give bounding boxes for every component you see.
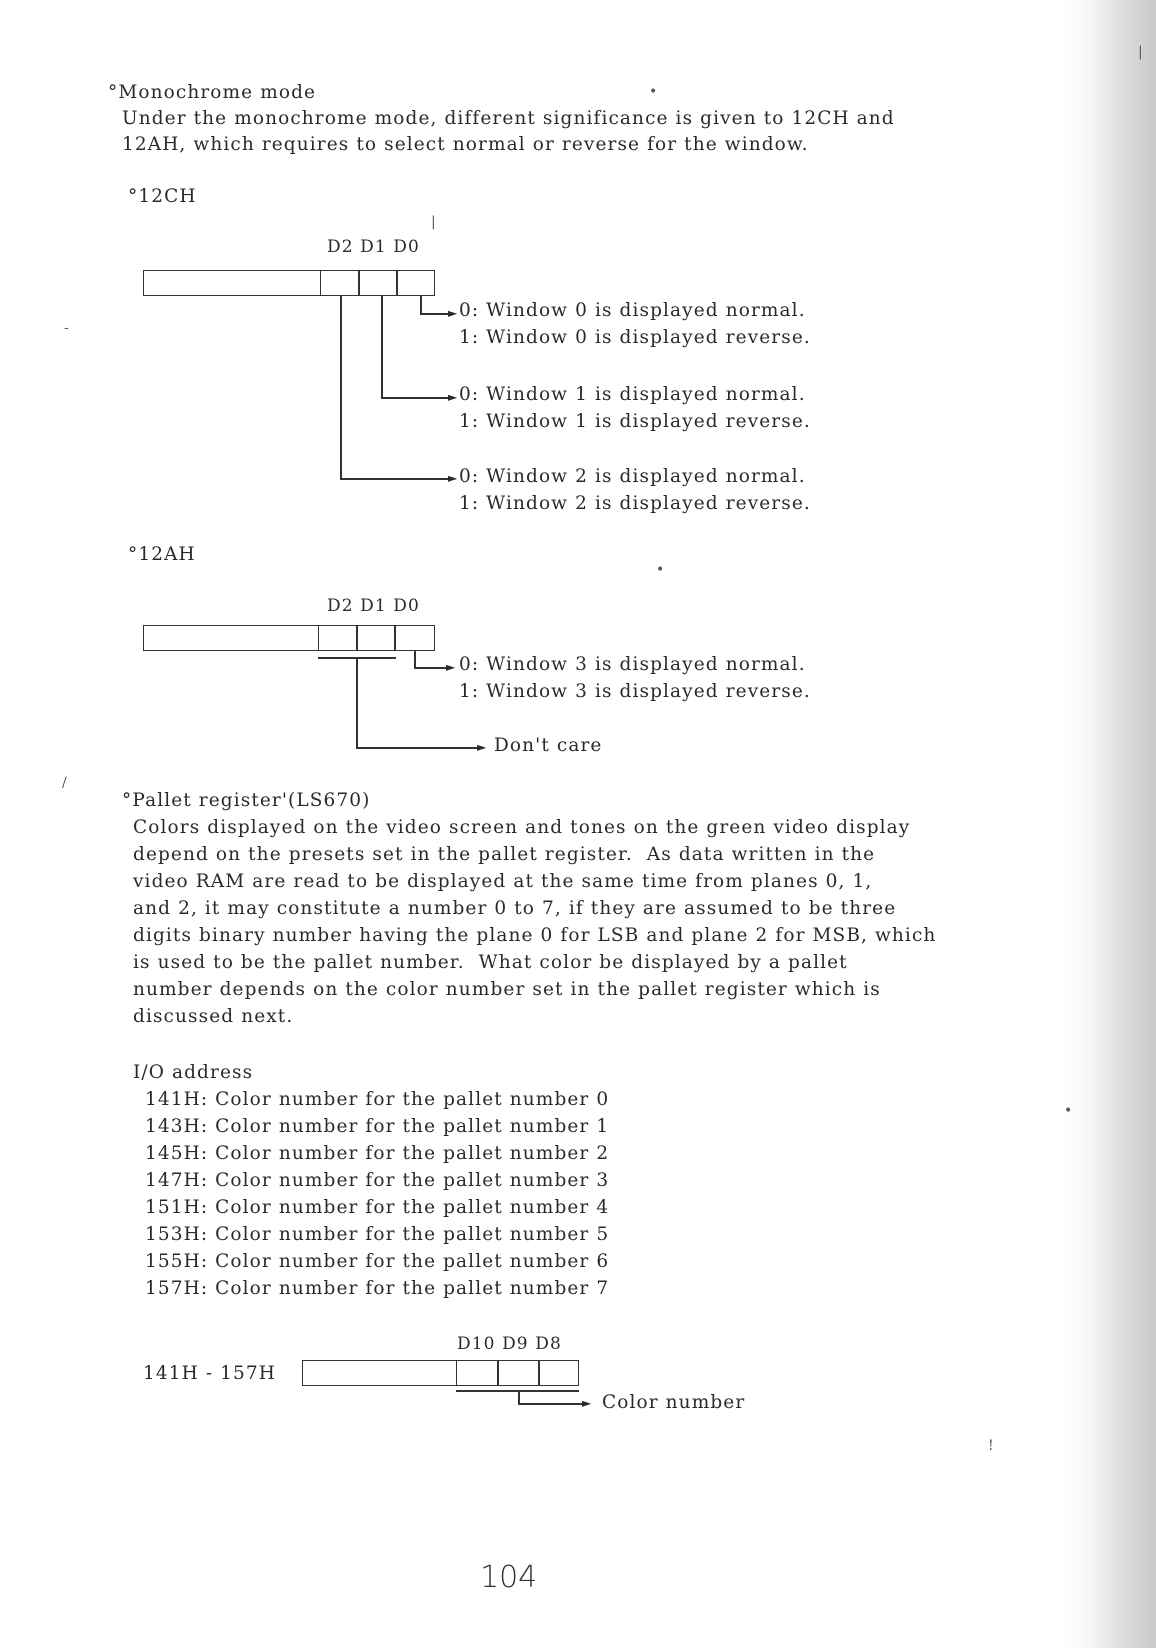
reg12c-d1-value-0: 0: Window 1 is displayed normal.	[459, 384, 806, 405]
reg12a-bit-labels: D2 D1 D0	[327, 596, 420, 616]
io-row: 155H: Color number for the pallet number 6	[145, 1251, 610, 1272]
scan-speck: •	[1064, 1103, 1073, 1119]
reg12a-bit-d0	[394, 625, 435, 651]
reg12a-dontcare-connector	[356, 747, 480, 749]
pallet-line: and 2, it may constitute a number 0 to 7, if they are assumed to be three	[133, 898, 897, 919]
reg12c-d2-value-1: 1: Window 2 is displayed reverse.	[459, 493, 811, 514]
reg12a-d0-value-0: 0: Window 3 is displayed normal.	[459, 654, 806, 675]
reg12c-d2-line	[340, 296, 342, 479]
reg12c-d2-arrow: ►	[448, 471, 458, 485]
reg12a-d0-value-1: 1: Window 3 is displayed reverse.	[459, 681, 811, 702]
reg12a-bit-d2	[318, 625, 358, 651]
reg141-bit-d9	[497, 1360, 540, 1386]
scan-speck: /	[62, 775, 67, 791]
reg141-bit-labels: D10 D9 D8	[457, 1334, 562, 1354]
monochrome-line-2: 12AH, which requires to select normal or reverse for the window.	[122, 134, 809, 155]
reg141-bit-d10	[456, 1360, 499, 1386]
monochrome-heading: °Monochrome mode	[108, 82, 317, 103]
scan-speck: -	[64, 320, 69, 336]
pallet-line: depend on the presets set in the pallet register. As data written in the	[133, 844, 876, 865]
scan-speck: •	[649, 84, 658, 100]
reg12c-d1-value-1: 1: Window 1 is displayed reverse.	[459, 411, 811, 432]
scan-speck: !	[988, 1438, 994, 1454]
reg12c-d0-connector	[420, 313, 450, 315]
reg12a-d0-line	[414, 651, 416, 668]
io-heading: I/O address	[133, 1062, 254, 1083]
reg12c-d2-connector	[340, 478, 450, 480]
io-row: 153H: Color number for the pallet number 5	[145, 1224, 610, 1245]
pallet-line: digits binary number having the plane 0 for LSB and plane 2 for MSB, which	[133, 925, 937, 946]
io-row: 141H: Color number for the pallet number 0	[145, 1089, 610, 1110]
reg12a-bit-d1	[356, 625, 396, 651]
reg12a-label: °12AH	[128, 544, 196, 565]
reg12c-d0-value-0: 0: Window 0 is displayed normal.	[459, 300, 806, 321]
reg12c-bit-d1	[358, 270, 398, 296]
pallet-line: video RAM are read to be displayed at the same time from planes 0, 1,	[133, 871, 873, 892]
reg12c-bit-d0	[396, 270, 435, 296]
reg12c-d0-line	[420, 296, 422, 314]
reg141-line	[518, 1390, 520, 1404]
page-number: 104	[480, 1560, 538, 1595]
monochrome-line-1: Under the monochrome mode, different significance is given to 12CH and	[122, 108, 895, 129]
reg12c-d0-arrow: ►	[448, 306, 458, 320]
reg12a-dontcare-arrow: ►	[477, 740, 487, 754]
reg12a-dontcare-label: Don't care	[494, 735, 603, 756]
reg141-color-label: Color number	[602, 1392, 746, 1413]
scan-speck: •	[656, 562, 665, 578]
reg12a-d0-connector	[414, 667, 450, 669]
reg12c-d1-line	[381, 296, 383, 398]
reg141-bit-d8	[538, 1360, 579, 1386]
reg141-range-label: 141H - 157H	[143, 1363, 277, 1384]
reg141-arrow: ►	[582, 1396, 592, 1410]
scan-speck: |	[431, 214, 436, 230]
reg12a-d0-arrow: ►	[446, 660, 456, 674]
pallet-line: number depends on the color number set in the pallet register which is	[133, 979, 881, 1000]
reg12c-label: °12CH	[128, 186, 197, 207]
pallet-line: Colors displayed on the video screen and tones on the green video display	[133, 817, 911, 838]
reg12a-dontcare-line	[356, 657, 358, 748]
scan-speck: |	[1138, 44, 1143, 60]
reg12c-d1-arrow: ►	[448, 390, 458, 404]
pallet-heading: °Pallet register'(LS670)	[122, 790, 371, 811]
reg12c-d2-value-0: 0: Window 2 is displayed normal.	[459, 466, 806, 487]
reg141-connector	[518, 1403, 584, 1405]
reg12c-d1-connector	[381, 397, 450, 399]
pallet-line: discussed next.	[133, 1006, 294, 1027]
io-row: 143H: Color number for the pallet number 1	[145, 1116, 610, 1137]
reg12c-bit-labels: D2 D1 D0	[327, 237, 420, 257]
page-edge-shadow	[1066, 0, 1156, 1648]
io-row: 145H: Color number for the pallet number 2	[145, 1143, 610, 1164]
reg12c-d0-value-1: 1: Window 0 is displayed reverse.	[459, 327, 811, 348]
io-row: 151H: Color number for the pallet number 4	[145, 1197, 610, 1218]
io-row: 147H: Color number for the pallet number 3	[145, 1170, 610, 1191]
io-row: 157H: Color number for the pallet number 7	[145, 1278, 610, 1299]
reg12c-bit-d2	[320, 270, 360, 296]
pallet-line: is used to be the pallet number. What color be displayed by a pallet	[133, 952, 848, 973]
